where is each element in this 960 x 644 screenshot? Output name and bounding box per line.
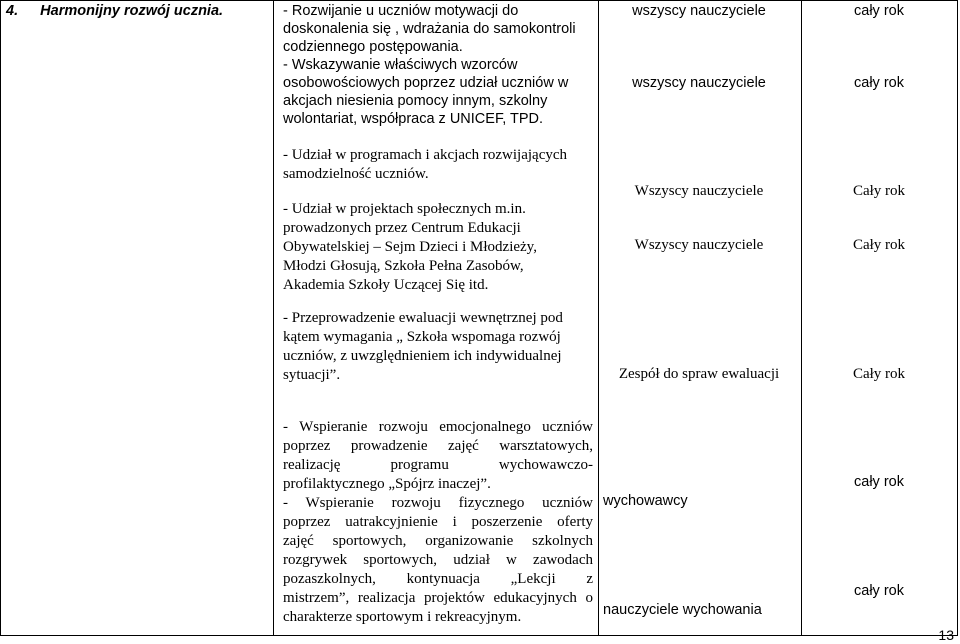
text-line: poprzez uatrakcyjnienie i poszerzenie oferty bbox=[283, 514, 593, 530]
text-line: realizację programu wychowawczo- bbox=[283, 457, 593, 473]
row-title: Harmonijny rozwój ucznia. bbox=[40, 3, 224, 19]
task-description-4 bbox=[283, 418, 593, 627]
responsible-2b: Wszyscy nauczyciele bbox=[634, 237, 764, 253]
responsible-2a: Wszyscy nauczyciele bbox=[634, 183, 764, 199]
responsible-1a: wszyscy nauczyciele bbox=[632, 3, 766, 19]
column-divider bbox=[598, 1, 599, 635]
deadline-4b: cały rok bbox=[854, 583, 904, 599]
text-line: mistrzem”, realizacja projektów edukacyjnych o bbox=[283, 590, 593, 606]
text-line: akcjach niesienia pomocy innym, szkolny bbox=[283, 93, 548, 109]
task-description-2b bbox=[283, 200, 593, 295]
text-line: - Przeprowadzenie ewaluacji wewnętrznej pod bbox=[283, 310, 563, 326]
page-number: 13 bbox=[938, 627, 954, 643]
text-line: sytuacji”. bbox=[283, 367, 341, 383]
text-line: kątem wymagania „ Szkoła wspomaga rozwój bbox=[283, 329, 561, 345]
task-description-1 bbox=[283, 2, 593, 128]
deadline-2b: Cały rok bbox=[852, 237, 906, 253]
task-description-2a bbox=[283, 146, 593, 184]
deadline-2a: Cały rok bbox=[852, 183, 906, 199]
text-line: - Udział w programach i akcjach rozwijających bbox=[283, 147, 568, 163]
text-line: rozgrywek sportowych, udział w zawodach bbox=[283, 552, 593, 568]
text-line: prowadzonych przez Centrum Edukacji bbox=[283, 220, 521, 236]
text-line: - Wspieranie rozwoju fizycznego uczniów bbox=[283, 495, 593, 511]
text-line: - Wspieranie rozwoju emocjonalnego uczniów bbox=[283, 419, 593, 435]
text-line: Młodzi Głosują, Szkoła Pełna Zasobów, bbox=[283, 258, 524, 274]
text-line: charakterze sportowym i rekreacyjnym. bbox=[283, 609, 522, 625]
text-line: Akademia Szkoły Uczącej Się itd. bbox=[283, 277, 489, 293]
text-line: pozaszkolnych, kontynuacja „Lekcji z bbox=[283, 571, 593, 587]
text-line: Obywatelskiej – Sejm Dzieci i Młodzieży, bbox=[283, 239, 537, 255]
text-line: - Rozwijanie u uczniów motywacji do bbox=[283, 3, 519, 19]
text-line: samodzielność uczniów. bbox=[283, 166, 429, 182]
row-number: 4. bbox=[6, 3, 19, 19]
column-divider bbox=[801, 1, 802, 635]
responsible-4b: nauczyciele wychowania bbox=[603, 602, 762, 618]
responsible-1b: wszyscy nauczyciele bbox=[632, 75, 766, 91]
deadline-1b: cały rok bbox=[854, 75, 904, 91]
text-line: wolontariat, współpraca z UNICEF, TPD. bbox=[283, 111, 544, 127]
deadline-3: Cały rok bbox=[852, 366, 906, 382]
column-divider bbox=[273, 1, 274, 635]
text-line: doskonalenia się , wdrażania do samokontroli bbox=[283, 21, 576, 37]
deadline-4a: cały rok bbox=[854, 474, 904, 490]
responsible-3: Zespół do spraw ewaluacji bbox=[618, 366, 780, 382]
text-line: poprzez prowadzenie zajęć warsztatowych, bbox=[283, 438, 593, 454]
text-line: uczniów, z uwzględnieniem ich indywidualnej bbox=[283, 348, 562, 364]
text-line: - Udział w projektach społecznych m.in. bbox=[283, 201, 526, 217]
text-line: - Wskazywanie właściwych wzorców bbox=[283, 57, 518, 73]
task-description-3 bbox=[283, 309, 593, 385]
row-heading bbox=[6, 2, 223, 20]
text-line: zajęć sportowych, organizowanie szkolnych bbox=[283, 533, 593, 549]
text-line: codziennego postępowania. bbox=[283, 39, 463, 55]
responsible-4a: wychowawcy bbox=[603, 493, 688, 509]
deadline-1a: cały rok bbox=[854, 3, 904, 19]
text-line: osobowościowych poprzez udział uczniów w bbox=[283, 75, 569, 91]
text-line: profilaktycznego „Spójrz inaczej”. bbox=[283, 476, 491, 492]
